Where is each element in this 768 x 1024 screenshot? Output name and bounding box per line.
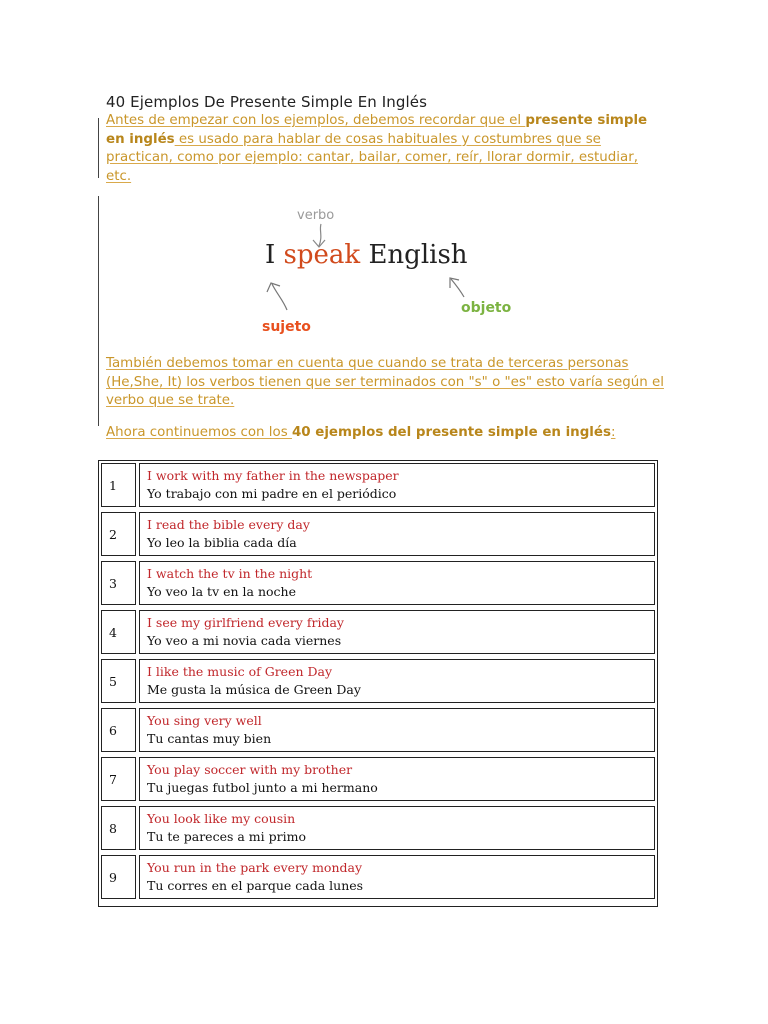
row-number: 9: [101, 855, 136, 899]
spanish-translation: Yo veo la tv en la noche: [147, 584, 296, 599]
subject-arrow: [272, 284, 287, 310]
sentence-verb: speak: [283, 240, 361, 270]
table-row: [101, 561, 654, 607]
spanish-translation: Tu juegas futbol junto a mi hermano: [147, 780, 378, 795]
lead-paragraph[interactable]: [106, 424, 666, 443]
lead-bold-link[interactable]: 40 ejemplos del presente simple en inglés: [291, 425, 611, 440]
row-content: [139, 659, 655, 703]
row-content: [139, 561, 655, 605]
example-sentence: [265, 240, 468, 270]
row-number: 8: [101, 806, 136, 850]
table-row: [101, 708, 654, 754]
english-sentence: I work with my father in the newspaper: [147, 468, 399, 483]
row-number: 5: [101, 659, 136, 703]
sentence-diagram: [255, 200, 525, 350]
spanish-translation: Tu te pareces a mi primo: [147, 829, 306, 844]
label-verbo: verbo: [297, 208, 335, 223]
english-sentence: I see my girlfriend every friday: [147, 615, 344, 630]
object-arrow: [451, 279, 464, 297]
spanish-translation: Me gusta la música de Green Day: [147, 682, 361, 697]
row-number: 3: [101, 561, 136, 605]
row-number: 1: [101, 463, 136, 507]
row-content: [139, 806, 655, 850]
examples-table: [98, 460, 658, 907]
english-sentence: I like the music of Green Day: [147, 664, 333, 679]
table-row: [101, 659, 654, 705]
table-row: [101, 757, 654, 803]
row-number: 4: [101, 610, 136, 654]
spanish-translation: Yo leo la biblia cada día: [147, 535, 297, 550]
label-sujeto: sujeto: [262, 319, 311, 335]
row-content: [139, 610, 655, 654]
intro-text-1: Antes de empezar con los ejemplos, debemos recordar que el: [106, 113, 526, 128]
table-row: [101, 610, 654, 656]
row-content: [139, 512, 655, 556]
lead-text-1: Ahora continuemos con los: [106, 425, 292, 440]
row-content: [139, 708, 655, 752]
row-number: 6: [101, 708, 136, 752]
table-row: [101, 512, 654, 558]
table-row: [101, 463, 654, 509]
english-sentence: I read the bible every day: [147, 517, 310, 532]
intro-text-2: es usado para hablar de cosas habituales y costumbres que se practican, como por ejemplo: cantar, bailar, comer, reír, llorar dormir, estudiar, etc.: [106, 131, 638, 184]
left-rule-middle: [98, 196, 99, 426]
table-row: [101, 806, 654, 852]
note-text: También debemos tomar en cuenta que cuando se trata de terceras personas (He,She, It) los verbos tienen que ser terminados con "s" o "es" esto varía según el verbo que se trate.: [106, 356, 664, 408]
english-sentence: You play soccer with my brother: [147, 762, 353, 777]
row-content: [139, 463, 655, 507]
row-number: 7: [101, 757, 136, 801]
spanish-translation: Yo veo a mi novia cada viernes: [147, 633, 342, 648]
english-sentence: You run in the park every monday: [147, 860, 363, 875]
spanish-translation: Tu cantas muy bien: [147, 731, 272, 746]
row-number: 2: [101, 512, 136, 556]
row-content: [139, 757, 655, 801]
english-sentence: You look like my cousin: [147, 811, 296, 826]
page-title: 40 Ejemplos De Presente Simple En Inglés: [106, 93, 428, 111]
label-objeto: objeto: [461, 300, 512, 316]
spanish-translation: Yo trabajo con mi padre en el periódico: [147, 486, 397, 501]
intro-bold-link[interactable]: presente simple en inglés: [106, 113, 648, 147]
table-row: [101, 855, 654, 901]
row-content: [139, 855, 655, 899]
spanish-translation: Tu corres en el parque cada lunes: [147, 878, 364, 893]
lead-text-2: :: [610, 425, 616, 440]
english-sentence: You sing very well: [147, 713, 262, 728]
sentence-object: English: [368, 240, 468, 270]
note-paragraph[interactable]: [106, 355, 666, 411]
left-rule-top: [98, 118, 99, 178]
english-sentence: I watch the tv in the night: [147, 566, 313, 581]
sentence-subject: I: [265, 240, 276, 270]
intro-paragraph[interactable]: [106, 112, 666, 186]
